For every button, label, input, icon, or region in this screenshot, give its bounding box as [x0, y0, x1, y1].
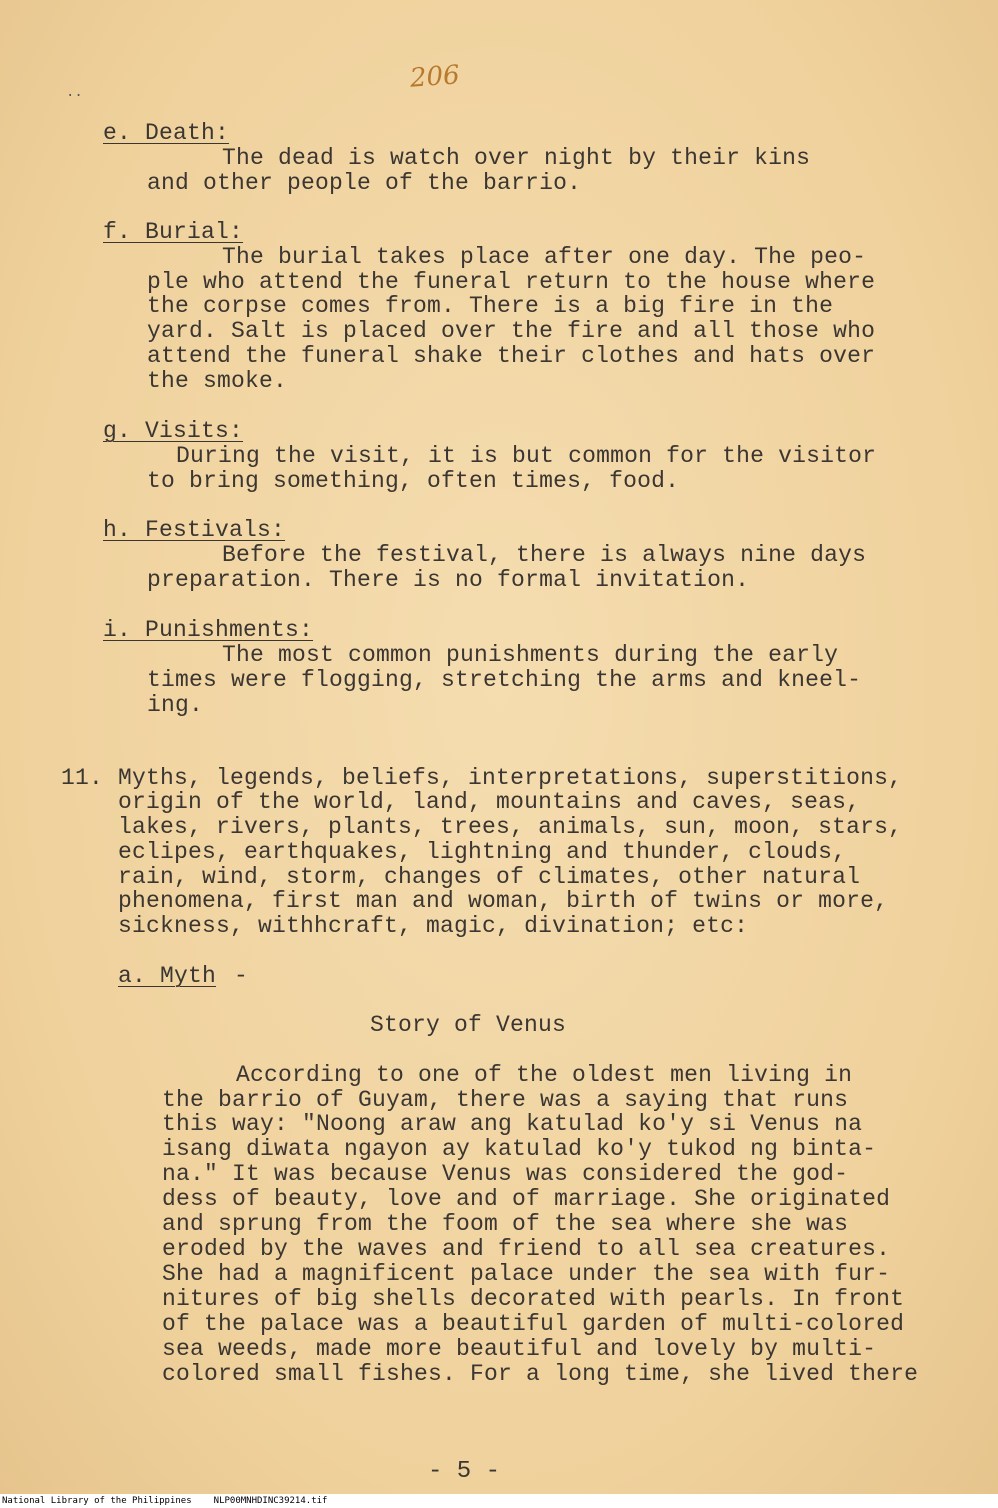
- death-line-2: and other people of the barrio.: [147, 170, 582, 196]
- item-number-11: 11.: [61, 765, 104, 791]
- handwritten-page-number: 206: [409, 60, 461, 94]
- story-line-10: nitures of big shells decorated with pearls. In front: [162, 1286, 905, 1312]
- story-line-2: the barrio of Guyam, there was a saying that runs: [162, 1087, 849, 1113]
- punishments-line-3: ing.: [147, 692, 204, 718]
- punishments-line-1: The most common punishments during the early: [222, 642, 839, 668]
- burial-line-2: ple who attend the funeral return to the house where: [147, 269, 876, 295]
- story-line-9: She had a magnificent palace under the sea with fur-: [162, 1261, 891, 1287]
- story-line-1: According to one of the oldest men living in: [236, 1062, 853, 1088]
- item11-line-3: lakes, rivers, plants, trees, animals, sun, moon, stars,: [118, 814, 903, 840]
- footer-filename: NLP00MNHDINC39214.tif: [213, 1496, 328, 1506]
- item11-line-4: eclipes, earthquakes, lightning and thunder, clouds,: [118, 839, 847, 865]
- story-line-4: isang diwata ngayon ay katulad ko'y tukod ng binta-: [162, 1136, 877, 1162]
- death-line-1: The dead is watch over night by their kins: [222, 145, 811, 171]
- heading-festivals: h. Festivals:: [103, 517, 286, 543]
- story-line-11: of the palace was a beautiful garden of multi-colored: [162, 1311, 905, 1337]
- story-line-3: this way: "Noong araw ang katulad ko'y si Venus na: [162, 1111, 863, 1137]
- story-line-7: and sprung from the foom of the sea where she was: [162, 1211, 849, 1237]
- visits-line-2: to bring something, often times, food.: [147, 468, 680, 494]
- margin-marks: ..: [66, 85, 83, 101]
- heading-visits: g. Visits:: [103, 418, 244, 444]
- heading-punishments: i. Punishments:: [103, 617, 314, 643]
- story-line-6: dess of beauty, love and of marriage. She originated: [162, 1186, 891, 1212]
- story-line-12: sea weeds, made more beautiful and lovely by multi-: [162, 1336, 877, 1362]
- heading-burial: f. Burial:: [103, 219, 244, 245]
- item11-line-6: phenomena, first man and woman, birth of twins or more,: [118, 888, 889, 914]
- visits-line-1: During the visit, it is but common for the visitor: [176, 443, 877, 469]
- festivals-line-2: preparation. There is no formal invitation.: [147, 567, 750, 593]
- punishments-line-2: times were flogging, stretching the arms and kneel-: [147, 667, 862, 693]
- story-title: Story of Venus: [370, 1012, 567, 1038]
- myth-dash: -: [234, 963, 249, 989]
- story-line-5: na." It was because Venus was considered the god-: [162, 1161, 849, 1187]
- item11-line-7: sickness, withhcraft, magic, divination; etc:: [118, 913, 749, 939]
- item11-line-1: Myths, legends, beliefs, interpretations, superstitions,: [118, 765, 903, 791]
- burial-line-3: the corpse comes from. There is a big fire in the: [147, 293, 834, 319]
- heading-death: e. Death:: [103, 120, 230, 146]
- story-line-8: eroded by the waves and friend to all sea creatures.: [162, 1236, 891, 1262]
- burial-line-5: attend the funeral shake their clothes and hats over: [147, 343, 876, 369]
- story-line-13: colored small fishes. For a long time, she lived there: [162, 1361, 919, 1387]
- page-number: - 5 -: [428, 1458, 501, 1485]
- item11-line-2: origin of the world, land, mountains and caves, seas,: [118, 789, 861, 815]
- burial-line-6: the smoke.: [147, 368, 288, 394]
- burial-line-4: yard. Salt is placed over the fire and all those who: [147, 318, 876, 344]
- footer-library: National Library of the Philippines: [2, 1496, 192, 1506]
- item11-line-5: rain, wind, storm, changes of climates, other natural: [118, 864, 861, 890]
- burial-line-1: The burial takes place after one day. The peo-: [222, 244, 867, 270]
- myth-label: a. Myth: [118, 963, 217, 989]
- festivals-line-1: Before the festival, there is always nine days: [222, 542, 867, 568]
- scan-footer: [0, 1494, 998, 1508]
